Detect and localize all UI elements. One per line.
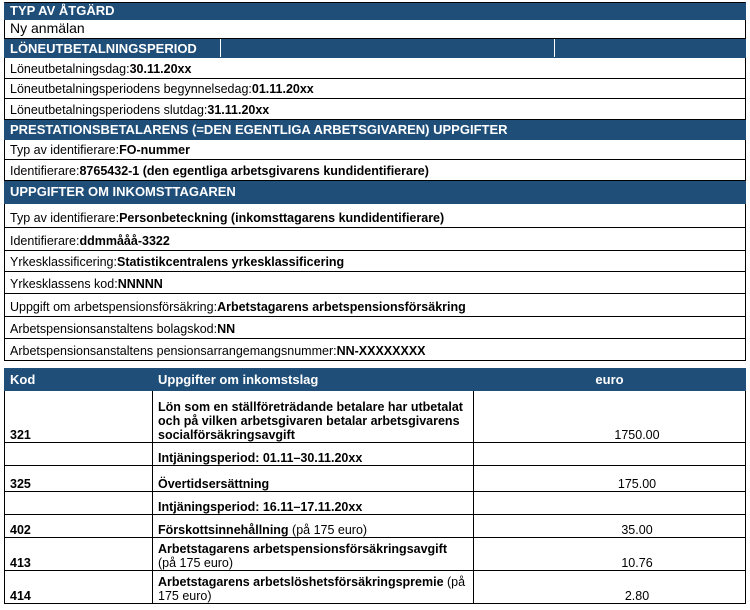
section-header-payer-label: PRESTATIONSBETALARENS (=DEN EGENTLIGA ARBETSGIVAREN) UPPGIFTER (10, 121, 508, 137)
field-label: Arbetspensionsanstaltens bolagskod: (10, 322, 218, 336)
field-value: FO-nummer (119, 143, 190, 157)
income-type-name: Arbetstagarens arbetslöshetsförsäkringspremie (158, 575, 444, 589)
cell-euro (474, 443, 746, 466)
period-row (4, 58, 746, 79)
cell-euro: 10.76 (474, 538, 746, 571)
cell-description (153, 443, 474, 466)
cell-description (153, 571, 474, 604)
section-header-period-label: LÖNEUTBETALNINGSPERIOD (5, 39, 221, 57)
income-type-note: (på 175 euro) (158, 575, 466, 603)
table-row (5, 571, 746, 604)
field-value: 30.11.20xx (129, 62, 192, 76)
income-type-name: Förskottsinnehållning (158, 523, 289, 537)
field-label: Yrkesklassens kod: (10, 277, 118, 291)
field-label: Arbetspensionsanstaltens pensionsarrangemangsnummer: (10, 344, 337, 358)
section-header-type (4, 2, 746, 20)
income-register-report (4, 2, 746, 361)
earning-period: Intjäningsperiod: 01.11–30.11.20xx (158, 451, 363, 465)
cell-kod: 413 (5, 538, 153, 571)
table-row (5, 515, 746, 538)
field-value: NN (217, 322, 236, 336)
field-value: 8765432-1 (den egentliga arbetsgivarens kundidentifierare) (79, 164, 429, 178)
cell-description (153, 515, 474, 538)
field-label: Löneutbetalningsperiodens begynnelsedag: (10, 82, 252, 96)
cell-description (153, 391, 474, 443)
period-row (4, 79, 746, 99)
column-header-kod: Kod (5, 369, 153, 391)
table-row (5, 492, 746, 515)
table-row (5, 466, 746, 492)
field-value: ddmmååå-3322 (79, 234, 170, 248)
field-value: Arbetstagarens arbetspensionsförsäkring (217, 300, 466, 314)
cell-kod: 321 (5, 391, 153, 443)
section-header-earner-label: UPPGIFTER OM INKOMSTTAGAREN (10, 184, 236, 199)
field-value: 31.11.20xx (207, 103, 270, 117)
payer-row (4, 160, 746, 181)
column-header-description: Uppgifter om inkomstslag (153, 369, 474, 391)
field-value: Personbeteckning (inkomsttagarens kundidentifierare) (119, 211, 445, 225)
cell-description (153, 466, 474, 492)
income-type-table (4, 368, 746, 604)
field-label: Yrkesklassificering: (10, 255, 117, 269)
income-type-name: Arbetstagarens arbetspensionsförsäkringsavgift (158, 542, 447, 556)
field-value: 01.11.20xx (251, 82, 314, 96)
cell-kod: 402 (5, 515, 153, 538)
earner-row (4, 228, 746, 251)
table-row (5, 538, 746, 571)
cell-description (153, 492, 474, 515)
section-header-payer (4, 120, 746, 140)
earner-row (4, 294, 746, 317)
income-type-name: Lön som en ställföreträdande betalare har utbetalat och på vilken arbetsgivaren betalar arbetsgivarens socialförsäkringsavgift (158, 400, 463, 442)
field-label: Uppgift om arbetspensionsförsäkring: (10, 300, 218, 314)
field-value: NNNNN (117, 277, 163, 291)
earner-row (4, 317, 746, 339)
earner-row (4, 339, 746, 361)
table-row (5, 391, 746, 443)
income-type-note: (på 175 euro) (158, 556, 234, 570)
type-value-row (4, 20, 746, 39)
cell-kod (5, 492, 153, 515)
type-value: Ny anmälan (10, 20, 85, 36)
header-divider (221, 39, 555, 57)
field-label: Typ av identifierare: (10, 143, 120, 157)
section-header-earner (4, 181, 746, 204)
earner-row (4, 251, 746, 272)
table-row (5, 443, 746, 466)
cell-euro: 175.00 (474, 466, 746, 492)
field-value: NN-XXXXXXXX (336, 344, 426, 358)
period-row (4, 99, 746, 120)
field-label: Löneutbetalningsperiodens slutdag: (10, 103, 208, 117)
earner-row (4, 204, 746, 228)
table-header-row (5, 369, 746, 391)
section-header-period (4, 39, 746, 58)
field-label: Löneutbetalningsdag: (10, 62, 130, 76)
cell-kod: 414 (5, 571, 153, 604)
income-type-name: Övertidsersättning (158, 477, 270, 491)
payer-row (4, 140, 746, 160)
cell-euro: 1750.00 (474, 391, 746, 443)
cell-euro (474, 492, 746, 515)
earning-period: Intjäningsperiod: 16.11–17.11.20xx (158, 500, 363, 514)
field-label: Typ av identifierare: (10, 211, 120, 225)
cell-kod (5, 443, 153, 466)
field-value: Statistikcentralens yrkesklassificering (116, 255, 345, 269)
cell-euro: 2.80 (474, 571, 746, 604)
earner-row (4, 272, 746, 294)
cell-description (153, 538, 474, 571)
field-label: Identifierare: (10, 234, 80, 248)
column-header-euro: euro (474, 369, 746, 391)
cell-euro: 35.00 (474, 515, 746, 538)
section-header-type-label: TYP AV ÅTGÄRD (10, 3, 115, 18)
cell-kod: 325 (5, 466, 153, 492)
field-label: Identifierare: (10, 164, 80, 178)
income-type-note: (på 175 euro) (288, 523, 368, 537)
